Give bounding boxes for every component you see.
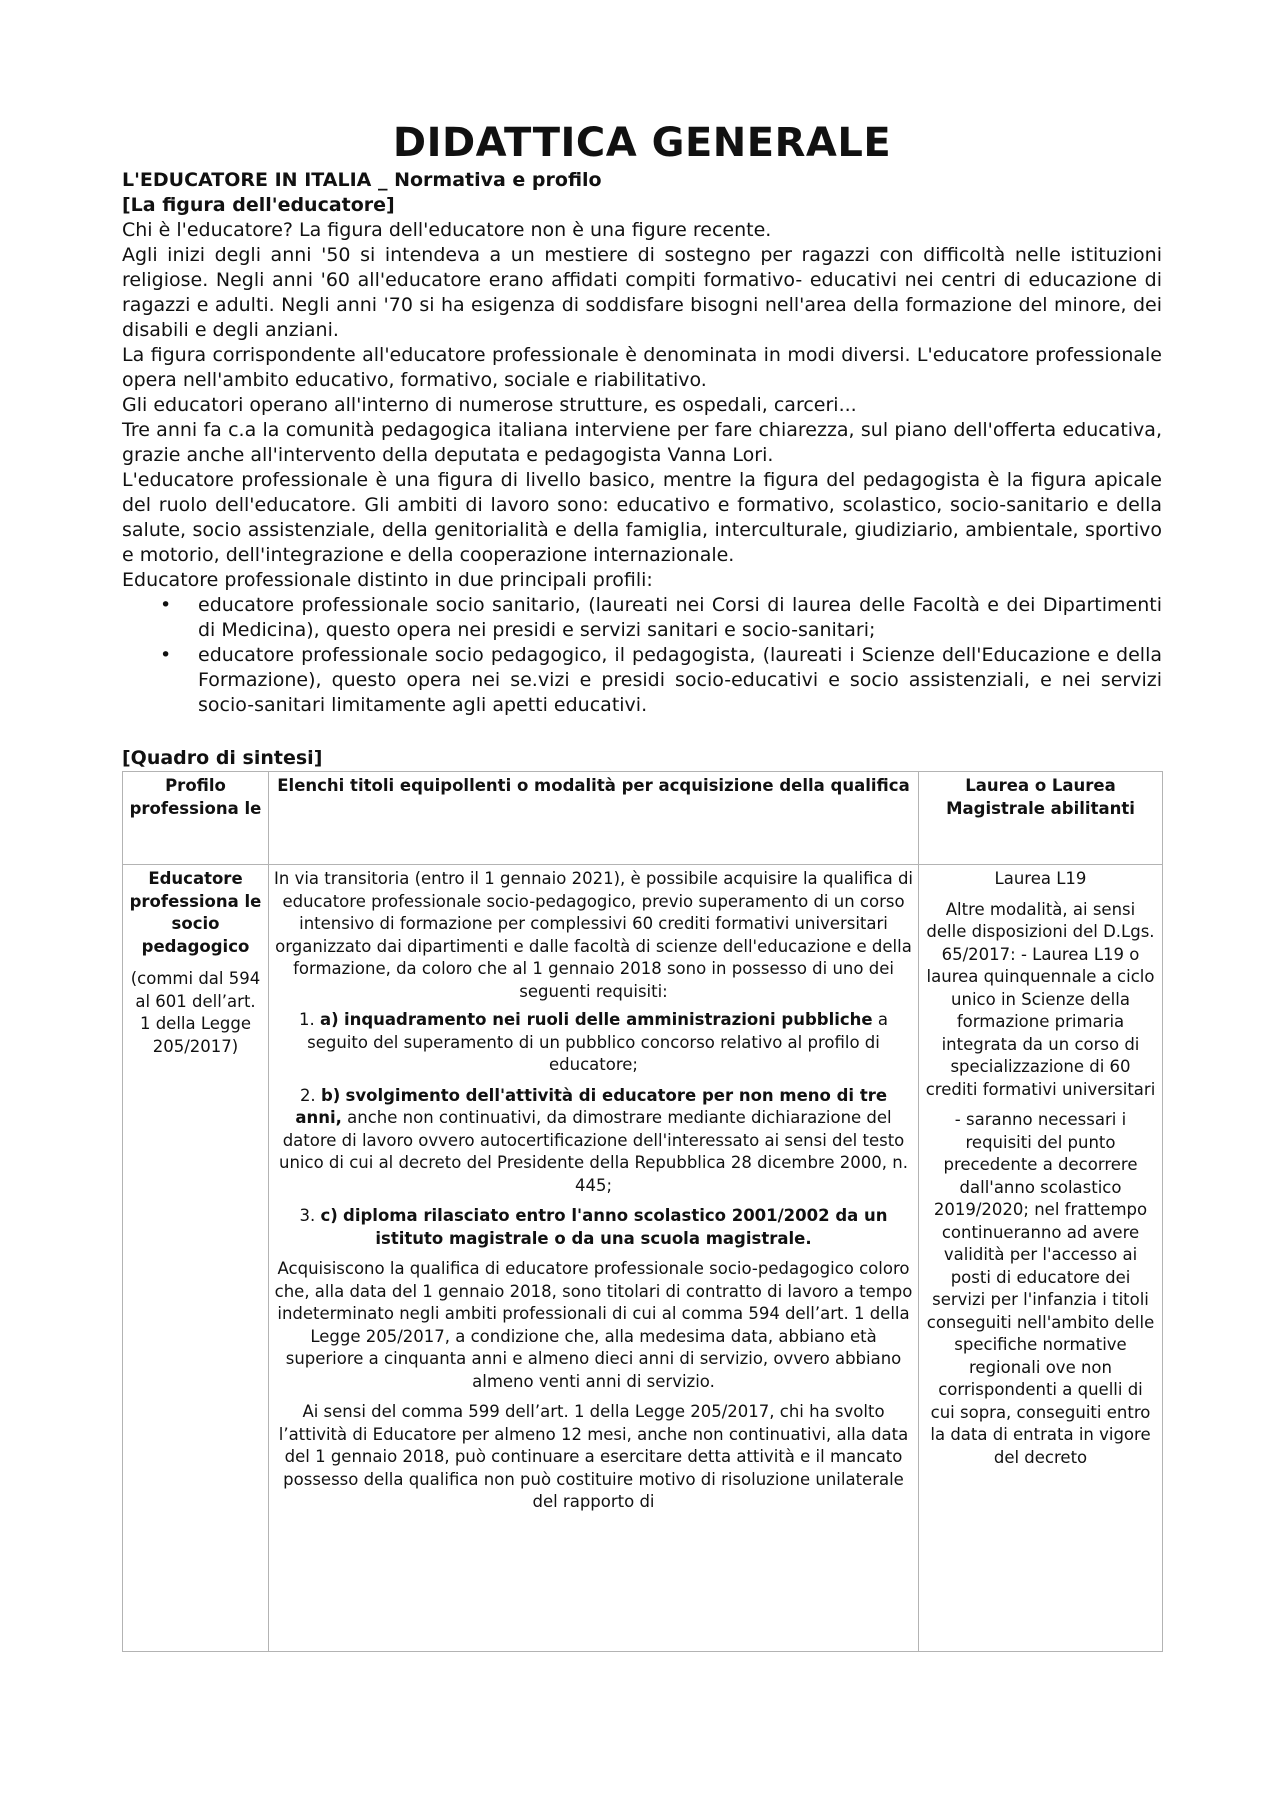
list-item: • educatore professionale socio sanitario, (laureati nei Corsi di laurea delle Facoltà e dei Dipartimenti di Medicina), questo opera nei presidi e servizi sanitari e socio-sanitari; xyxy=(198,593,1162,643)
paragraph: Agli inizi degli anni '50 si intendeva a un mestiere di sostegno per ragazzi con difficoltà nelle istituzioni religiose. Negli anni '60 all'educatore erano affidati compiti formativo- educativi nei centri di educazione di ragazzi e adulti. Negli anni '70 si ha esigenza di soddisfare bisogni nell'area della formazione del minore, dei disabili e degli anziani. xyxy=(122,244,1162,341)
requirement-number: 2. xyxy=(299,1085,316,1105)
header-profile: Profilo professiona le xyxy=(123,772,269,865)
requirement-item xyxy=(274,1205,913,1250)
degree-cell xyxy=(919,865,1163,1652)
second-paragraph: Acquisiscono la qualifica di educatore professionale socio-pedagogico coloro che, alla data del 1 gennaio 2018, sono titolari di contratto di lavoro a tempo indeterminato negli ambiti professionali di cui al comma 594 dell’art. 1 della Legge 205/2017, a condizione che, alla medesima data, abbiano età superiore a cinquanta anni e almeno dieci anni di servizio, ovvero abbiano almeno venti anni di servizio. xyxy=(274,1259,913,1391)
requirement-bold: diploma rilasciato entro l'anno scolastico 2001/2002 da un istituto magistrale o da una scuola magistrale. xyxy=(343,1206,888,1248)
table-row xyxy=(123,865,1163,1652)
paragraph: Gli educatori operano all'interno di numerose strutture, es ospedali, carceri... xyxy=(122,394,857,416)
requirement-item xyxy=(274,1009,913,1077)
document-title: DIDATTICA GENERALE xyxy=(392,120,892,166)
profiles-list xyxy=(122,593,1162,718)
requirement-letter: c) xyxy=(320,1206,338,1225)
requirement-number: 1. xyxy=(299,1010,315,1029)
paragraph: Tre anni fa c.a la comunità pedagogica italiana interviene per fare chiarezza, sul piano dell'offerta educativa, grazie anche all'intervento della deputata e pedagogista Vanna Lori. xyxy=(122,419,1162,466)
titles-cell xyxy=(269,865,919,1652)
paragraph: L'educatore professionale è una figura di livello basico, mentre la figura del pedagogista è la figura apicale del ruolo dell'educatore. Gli ambiti di lavoro sono: educativo e formativo, scolastico, socio-sanitario e della salute, socio assistenziale, della genitorialità e della famiglia, interculturale, giudiziario, ambientale, sportivo e motorio, dell'integrazione e della cooperazione internazionale. xyxy=(122,469,1162,566)
intro-text: In via transitoria (entro il 1 gennaio 2021), è possibile acquisire la qualifica di educatore professionale socio-pedagogico, previo superamento di un corso intensivo di formazione per complessivi 60 crediti formativi universitari organizzato dai dipartimenti e dalle facoltà di scienze dell'educazione e della formazione, da coloro che al 1 gennaio 2018 sono in possesso di uno dei seguenti requisiti: xyxy=(274,869,913,1001)
summary-table xyxy=(122,771,1163,1652)
quadro-heading: [Quadro di sintesi] xyxy=(122,747,323,769)
header-degree: Laurea o Laurea Magistrale abilitanti xyxy=(919,772,1163,865)
third-paragraph: Ai sensi del comma 599 dell’art. 1 della Legge 205/2017, chi ha svolto l’attività di Educatore per almeno 12 mesi, anche non continuativi, alla data del 1 gennaio 2018, può continuare a esercitare detta attività e il mancato possesso della qualifica non può costituire motivo di risoluzione unilaterale del rapporto di xyxy=(278,1402,909,1511)
degree-other: Altre modalità, ai sensi delle disposizioni del D.Lgs. 65/2017: - Laurea L19 o laurea quinquennale a ciclo unico in Scienze della formazione primaria integrata da un corso di specializzazione di 60 crediti formativi universitari xyxy=(925,899,1156,1099)
profile-cell xyxy=(123,865,269,1652)
degree-note: - saranno necessari i requisiti del punto precedente a decorrere dall'anno scolastico 2019/2020; nel frattempo continueranno ad avere validità per l'accesso ai posti di educatore dei servizi per l'infanzia i titoli conseguiti nell'ambito delle specifiche normative regionali ove non corrispondenti a quelli di cui sopra, conseguiti entro la data di entrata in vigore del decreto xyxy=(926,1110,1155,1467)
requirement-text: anche non continuativi, da dimostrare mediante dichiarazione del datore di lavoro ovvero autocertificazione dell'interessato ai sensi del testo unico di cui al decreto del Presidente della Repubblica 28 dicembre 2000, n. 445; xyxy=(279,1108,908,1195)
profile-name: Educatore professiona le socio pedagogico xyxy=(129,869,262,956)
requirement-letter: b) xyxy=(320,1085,341,1105)
section-heading: [La figura dell'educatore] xyxy=(122,194,395,216)
document-subtitle: L'EDUCATORE IN ITALIA _ Normativa e profilo xyxy=(122,169,602,191)
requirement-letter: a) xyxy=(320,1010,339,1029)
requirement-number: 3. xyxy=(299,1206,316,1225)
list-item: • educatore professionale socio pedagogico, il pedagogista, (laureati i Scienze dell'Educazione e della Formazione), questo opera nei se.vizi e presidi socio-educativi e socio assistenziali, e nei servizi socio-sanitari limitamente agli apetti educativi. xyxy=(198,643,1162,718)
requirement-bold: svolgimento dell'attività di educatore per non meno di tre anni, xyxy=(295,1085,888,1127)
requirement-bold: inquadramento nei ruoli delle amministrazioni pubbliche xyxy=(343,1010,873,1029)
document-page xyxy=(122,118,1162,1652)
header-titles: Elenchi titoli equipollenti o modalità per acquisizione della qualifica xyxy=(269,772,919,865)
paragraph: Educatore professionale distinto in due principali profili: xyxy=(122,569,653,591)
degree-title: Laurea L19 xyxy=(994,869,1087,888)
profile-note: (commi dal 594 al 601 dell’art. 1 della Legge 205/2017) xyxy=(130,969,261,1056)
paragraph: La figura corrispondente all'educatore professionale è denominata in modi diversi. L'educatore professionale opera nell'ambito educativo, formativo, sociale e riabilitativo. xyxy=(122,344,1162,391)
requirement-item xyxy=(274,1085,913,1198)
requirements-list xyxy=(274,1009,913,1250)
requirement-text: a seguito del superamento di un pubblico concorso relativo al profilo di educatore; xyxy=(307,1010,888,1074)
paragraph: Chi è l'educatore? La figura dell'educatore non è una figure recente. xyxy=(122,219,772,241)
table-header-row xyxy=(123,772,1163,865)
